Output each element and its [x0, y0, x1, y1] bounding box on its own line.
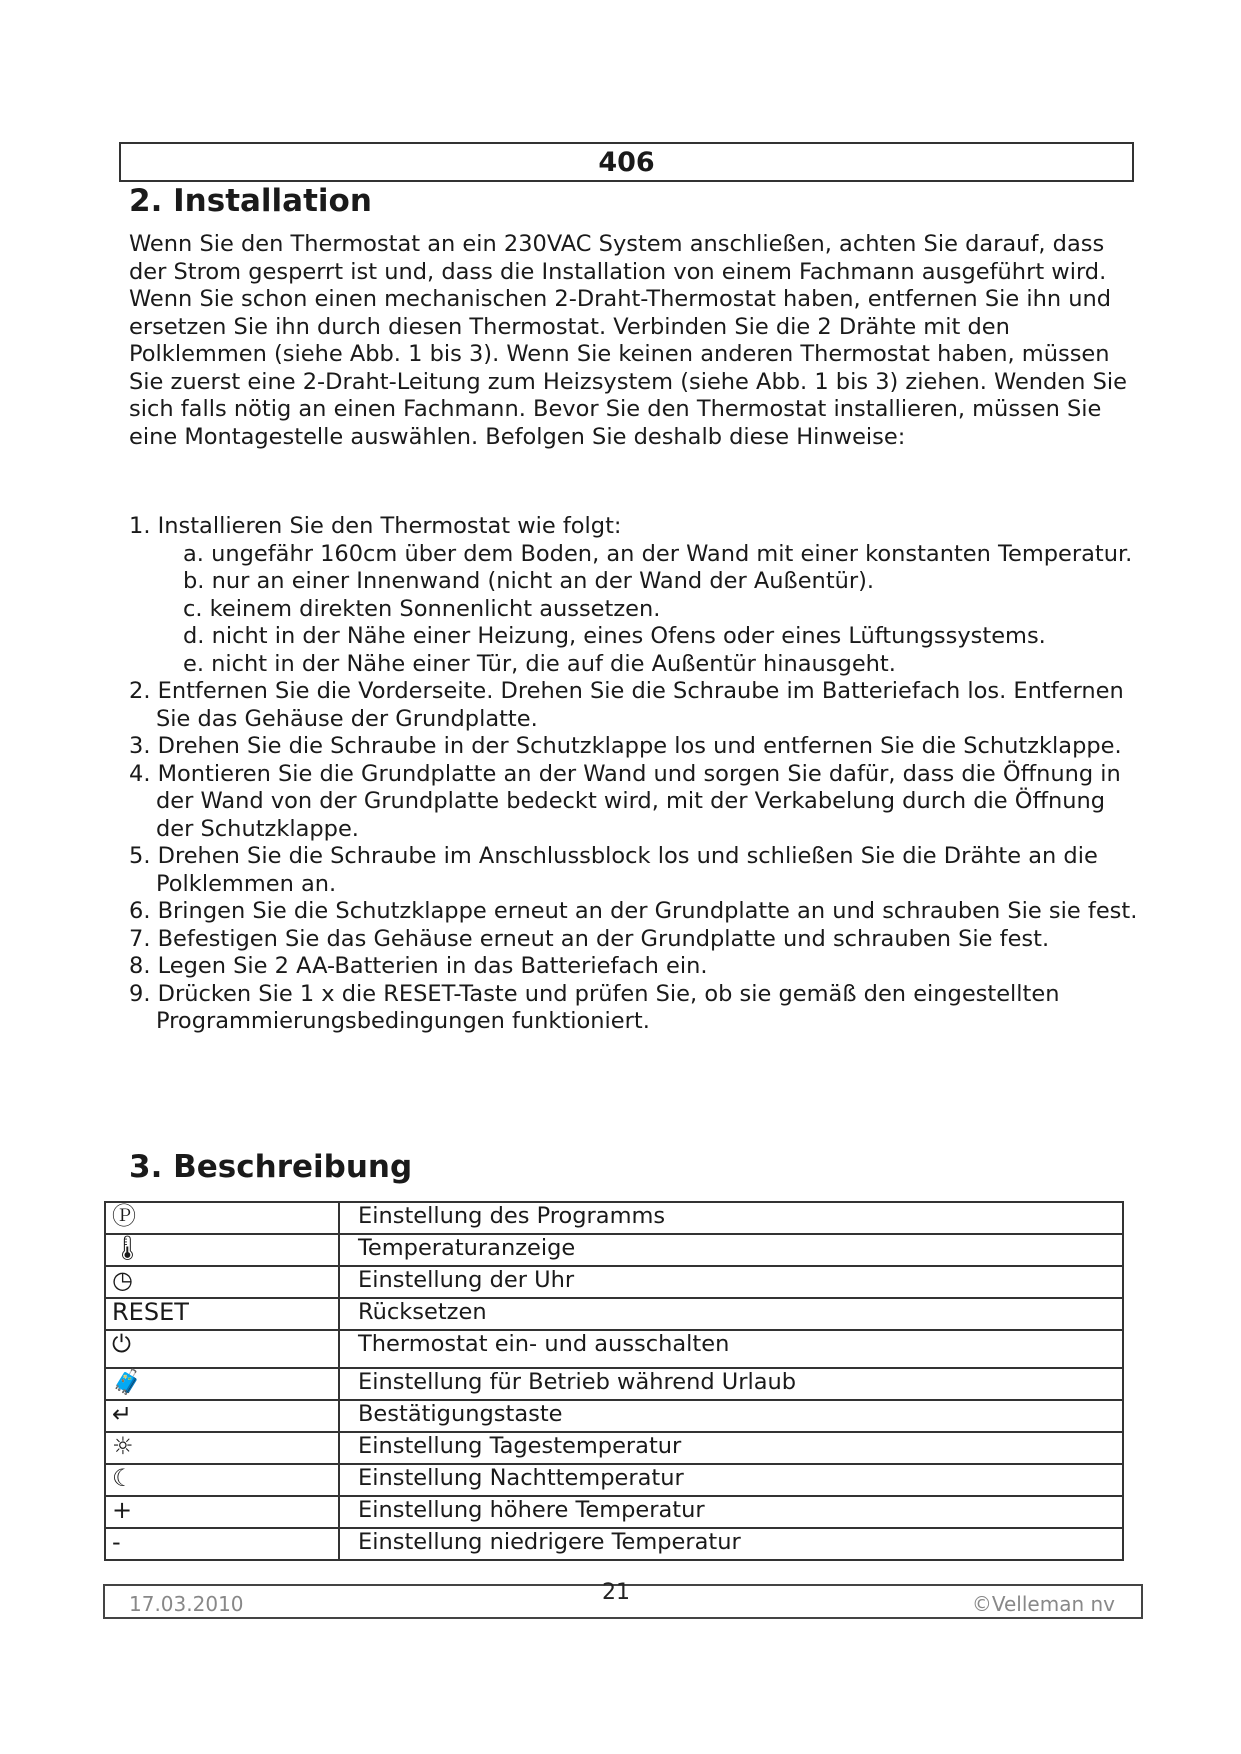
step-item: 2. Entfernen Sie die Vorderseite. Drehen Sie die Schraube im Batteriefach los. Entfernen Sie das Gehäuse der Grundplatte.: [129, 678, 1124, 732]
holiday-icon: 🧳: [105, 1368, 339, 1400]
section-installation-title: 2. Installation: [129, 183, 372, 219]
row-description: Einstellung höhere Temperatur: [339, 1496, 1123, 1528]
footer-date: 17.03.2010: [129, 1592, 244, 1616]
row-description: Temperaturanzeige: [339, 1234, 1123, 1266]
enter-icon: ↵: [105, 1400, 339, 1432]
step-item: 8. Legen Sie 2 AA-Batterien in das Batteriefach ein.: [129, 953, 708, 979]
footer-copyright: ©Velleman nv: [971, 1592, 1115, 1616]
step-1-substeps: [156, 541, 1139, 679]
model-header: [119, 142, 1134, 182]
step-item: 7. Befestigen Sie das Gehäuse erneut an der Grundplatte und schrauben Sie fest.: [129, 925, 1050, 952]
row-description: Einstellung der Uhr: [339, 1266, 1123, 1298]
table-row: [105, 1202, 1123, 1234]
row-description: Rücksetzen: [339, 1298, 1123, 1330]
table-row: [105, 1400, 1123, 1432]
thermometer-icon: 🌡: [105, 1234, 339, 1266]
model-number: 406: [598, 147, 655, 178]
substep-item: d. nicht in der Nähe einer Heizung, eines Ofens oder eines Lüftungssystems.: [183, 623, 1046, 649]
row-description: Einstellung niedrigere Temperatur: [339, 1528, 1123, 1560]
sun-icon: ☼: [105, 1432, 339, 1464]
row-description: Thermostat ein- und ausschalten: [339, 1330, 1123, 1368]
step-item: [129, 513, 1139, 678]
substep-item: e. nicht in der Nähe einer Tür, die auf die Außentür hinausgeht.: [183, 650, 896, 677]
installation-intro: Wenn Sie den Thermostat an ein 230VAC System anschließen, achten Sie darauf, dass der Strom gesperrt ist und, dass die Installation von einem Fachmann ausgeführt wird. Wenn Sie schon einen mechanischen 2-Draht-Thermostat haben, entfernen Sie ihn und ersetzen Sie ihn durch diesen Thermostat. Verbinden Sie die 2 Drähte mit den Polklemmen (siehe Abb. 1 bis 3). Wenn Sie keinen anderen Thermostat haben, müssen Sie zuerst eine 2-Draht-Leitung zum Heizsystem (siehe Abb. 1 bis 3) ziehen. Wenden Sie sich falls nötig an einen Fachmann. Bevor Sie den Thermostat installieren, müssen Sie eine Montagestelle auswählen. Befolgen Sie deshalb diese Hinweise:: [129, 231, 1127, 450]
table-row: [105, 1496, 1123, 1528]
step-item: 4. Montieren Sie die Grundplatte an der Wand und sorgen Sie dafür, dass die Öffnung in der Wand von der Grundplatte bedeckt wird, mit der Verkabelung durch die Öffnung der Schutzklappe.: [129, 760, 1121, 842]
step-1: 1. Installieren Sie den Thermostat wie folgt:: [129, 513, 622, 539]
table-row: [105, 1464, 1123, 1496]
step-item: 3. Drehen Sie die Schraube in der Schutzklappe los und entfernen Sie die Schutzklappe.: [129, 733, 1122, 759]
table-row: [105, 1368, 1123, 1400]
minus-icon: -: [105, 1528, 339, 1560]
program-icon: Ⓟ: [105, 1202, 339, 1234]
table-row: [105, 1528, 1123, 1560]
substep-item: b. nur an einer Innenwand (nicht an der Wand der Außentür).: [183, 568, 875, 594]
step-item: 9. Drücken Sie 1 x die RESET-Taste und prüfen Sie, ob sie gemäß den eingestellten Programmierungsbedingungen funktioniert.: [129, 980, 1060, 1034]
power-icon: ⏻: [105, 1330, 339, 1368]
row-description: Einstellung Tagestemperatur: [339, 1432, 1123, 1464]
table-row: [105, 1266, 1123, 1298]
table-row: [105, 1298, 1123, 1330]
clock-icon: ◷: [105, 1266, 339, 1298]
row-description: Bestätigungstaste: [339, 1400, 1123, 1432]
reset-label: RESET: [105, 1298, 339, 1330]
row-description: Einstellung des Programms: [339, 1202, 1123, 1234]
step-item: 6. Bringen Sie die Schutzklappe erneut an der Grundplatte an und schrauben Sie sie fest.: [129, 898, 1138, 924]
step-item: 5. Drehen Sie die Schraube im Anschlussblock los und schließen Sie die Drähte an die Polklemmen an.: [129, 843, 1098, 897]
substep-item: a. ungefähr 160cm über dem Boden, an der Wand mit einer konstanten Temperatur.: [183, 540, 1133, 567]
moon-icon: ☾: [105, 1464, 339, 1496]
table-row: [105, 1330, 1123, 1368]
description-table: [104, 1201, 1124, 1561]
section-description-title: 3. Beschreibung: [129, 1149, 413, 1185]
table-row: [105, 1432, 1123, 1464]
row-description: Einstellung für Betrieb während Urlaub: [339, 1368, 1123, 1400]
plus-icon: +: [105, 1496, 339, 1528]
page-footer: [103, 1580, 1143, 1619]
page-number: 21: [602, 1580, 630, 1605]
installation-steps: [129, 513, 1139, 1036]
substep-item: c. keinem direkten Sonnenlicht aussetzen.: [183, 595, 661, 622]
row-description: Einstellung Nachttemperatur: [339, 1464, 1123, 1496]
table-row: [105, 1234, 1123, 1266]
